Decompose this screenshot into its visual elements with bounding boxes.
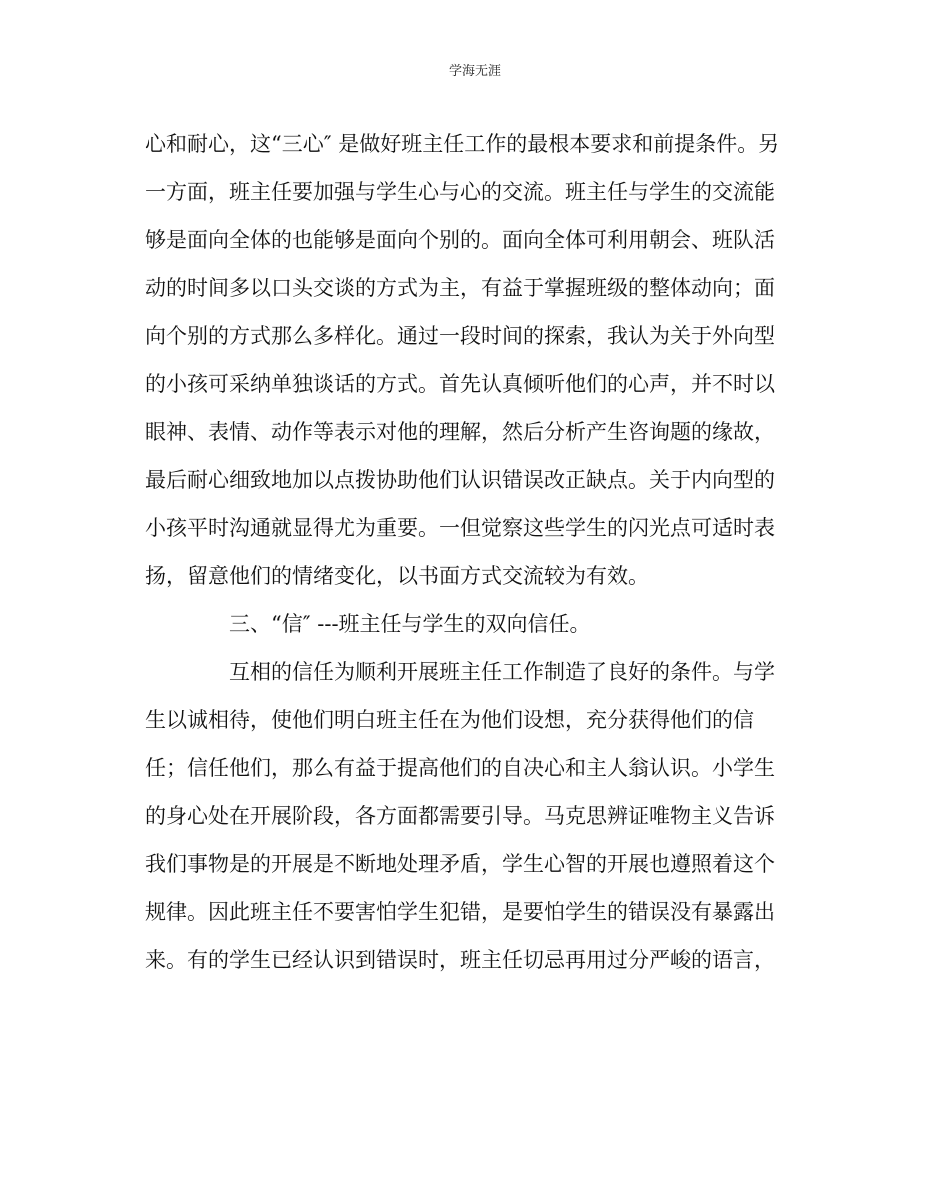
paragraph-line: 生以诚相待，使他们明白班主任在为他们设想，充分获得他们的信 bbox=[145, 708, 754, 732]
paragraph-line: 的小孩可采纳单独谈话的方式。首先认真倾听他们的心声，并不时以 bbox=[145, 372, 775, 396]
paragraph-line: 互相的信任为顺利开展班主任工作制造了良好的条件。与学 bbox=[229, 660, 775, 684]
paragraph-line: 向个别的方式那么多样化。通过一段时间的探索，我认为关于外向型 bbox=[145, 324, 775, 348]
paragraph-line: 一方面，班主任要加强与学生心与心的交流。班主任与学生的交流能 bbox=[145, 180, 775, 204]
paragraph-line: 心和耐心，这“三心″ 是做好班主任工作的最根本要求和前提条件。另 bbox=[145, 132, 780, 156]
paragraph-line: 来。有的学生已经认识到错误时，班主任切忌再用过分严峻的语言， bbox=[145, 948, 775, 972]
paragraph-line: 规律。因此班主任不要害怕学生犯错，是要怕学生的错误没有暴露出 bbox=[145, 900, 775, 924]
paragraph-line: 动的时间多以口头交谈的方式为主，有益于掌握班级的整体动向；面 bbox=[145, 276, 775, 300]
paragraph-line: 我们事物是的开展是不断地处理矛盾，学生心智的开展也遵照着这个 bbox=[145, 852, 775, 876]
paragraph-line: 扬，留意他们的情绪变化，以书面方式交流较为有效。 bbox=[145, 564, 649, 588]
paragraph-line: 最后耐心细致地加以点拨协助他们认识错误改正缺点。关于内向型的 bbox=[145, 468, 775, 492]
paragraph-line: 任；信任他们，那么有益于提高他们的自决心和主人翁认识。小学生 bbox=[145, 756, 775, 780]
paragraph-line: 小孩平时沟通就显得尤为重要。一但觉察这些学生的闪光点可适时表 bbox=[145, 516, 775, 540]
paragraph-line: 够是面向全体的也能够是面向个别的。面向全体可利用朝会、班队活 bbox=[145, 228, 775, 252]
paragraph-line: 的身心处在开展阶段，各方面都需要引导。马克思辨证唯物主义告诉 bbox=[145, 804, 775, 828]
page-header: 学海无涯 bbox=[448, 64, 501, 79]
paragraph-line: 眼神、表情、动作等表示对他的理解，然后分析产生咨询题的缘故， bbox=[145, 420, 775, 444]
section-heading: 三、“信″ ---班主任与学生的双向信任。 bbox=[229, 612, 591, 636]
